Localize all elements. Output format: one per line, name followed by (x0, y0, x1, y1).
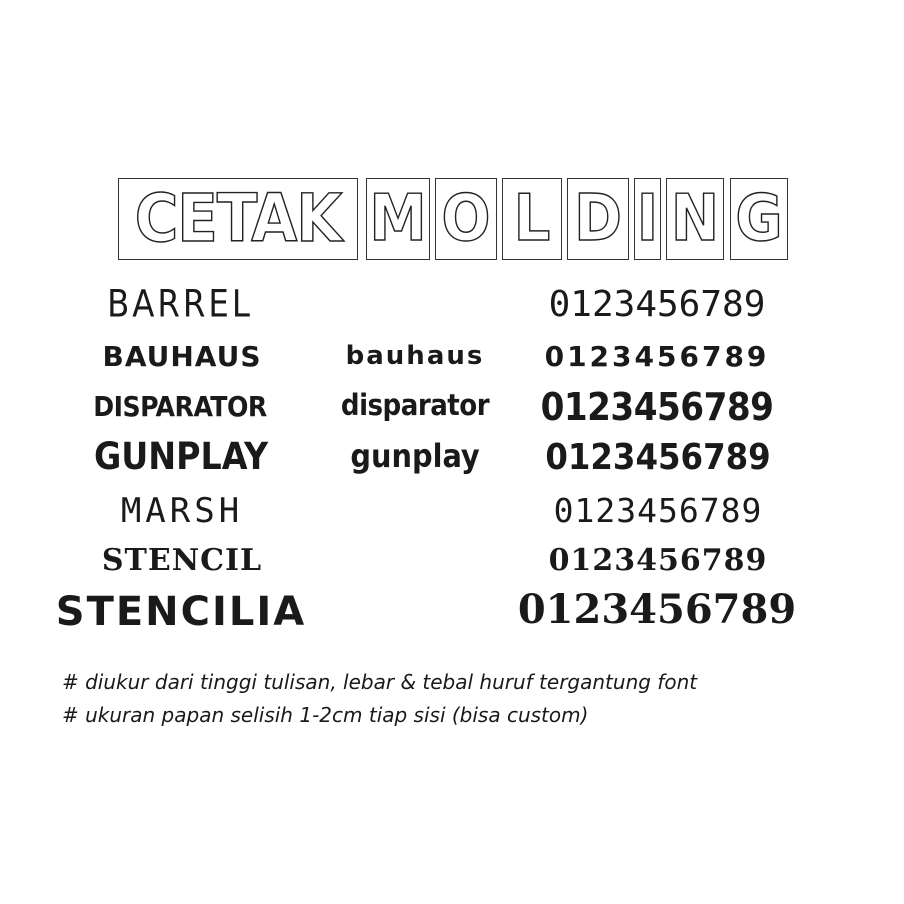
title-letter: O (441, 182, 491, 256)
title-letter: I (636, 182, 659, 256)
numeral-sample-disparator: 0123456789 (540, 385, 774, 429)
note-board-size: # ukuran papan selisih 1-2cm tiap sisi (bisa custom) (62, 703, 589, 727)
font-sample-marsh: MARSH (120, 491, 244, 531)
font-sample-bauhaus-lowercase: bauhaus (345, 341, 485, 371)
font-sample-disparator-lowercase: disparator (340, 388, 490, 422)
title-word-cetak: CETAK (134, 180, 342, 257)
title-letter: M (369, 182, 427, 256)
font-sample-disparator: DISPARATOR (93, 390, 267, 423)
title-box-letter-n (666, 178, 724, 260)
font-sample-gunplay: GUNPLAY (93, 435, 269, 478)
font-sample-bauhaus: BAUHAUS (102, 340, 262, 373)
numeral-sample-stencil: 0123456789 (548, 543, 768, 578)
title-box-letter-g (730, 178, 788, 260)
title-letter: D (574, 182, 622, 256)
title-box-letter-o (435, 178, 497, 260)
title-letter: G (735, 182, 783, 256)
title-letter: N (670, 182, 720, 256)
font-sample-stencilia: STENCILIA (55, 589, 307, 635)
note-measurement: # diukur dari tinggi tulisan, lebar & tebal huruf tergantung font (62, 670, 698, 694)
title-box-letter-i (634, 178, 661, 260)
title-box-cetak (118, 178, 358, 260)
numeral-sample-barrel: 0123456789 (548, 284, 766, 325)
numeral-sample-bauhaus: 0123456789 (544, 340, 770, 373)
font-sample-barrel: BARREL (107, 282, 253, 326)
numeral-sample-marsh: 0123456789 (553, 491, 763, 530)
title-letter: L (513, 182, 551, 256)
title-box-letter-l (502, 178, 562, 260)
font-sample-gunplay-lowercase: gunplay (350, 437, 480, 475)
font-sample-stencil: STENCIL (101, 543, 263, 578)
title-box-letter-m (366, 178, 430, 260)
numeral-sample-gunplay: 0123456789 (545, 437, 771, 478)
title-box-letter-d (567, 178, 629, 260)
numeral-sample-stencilia: 0123456789 (517, 586, 797, 633)
